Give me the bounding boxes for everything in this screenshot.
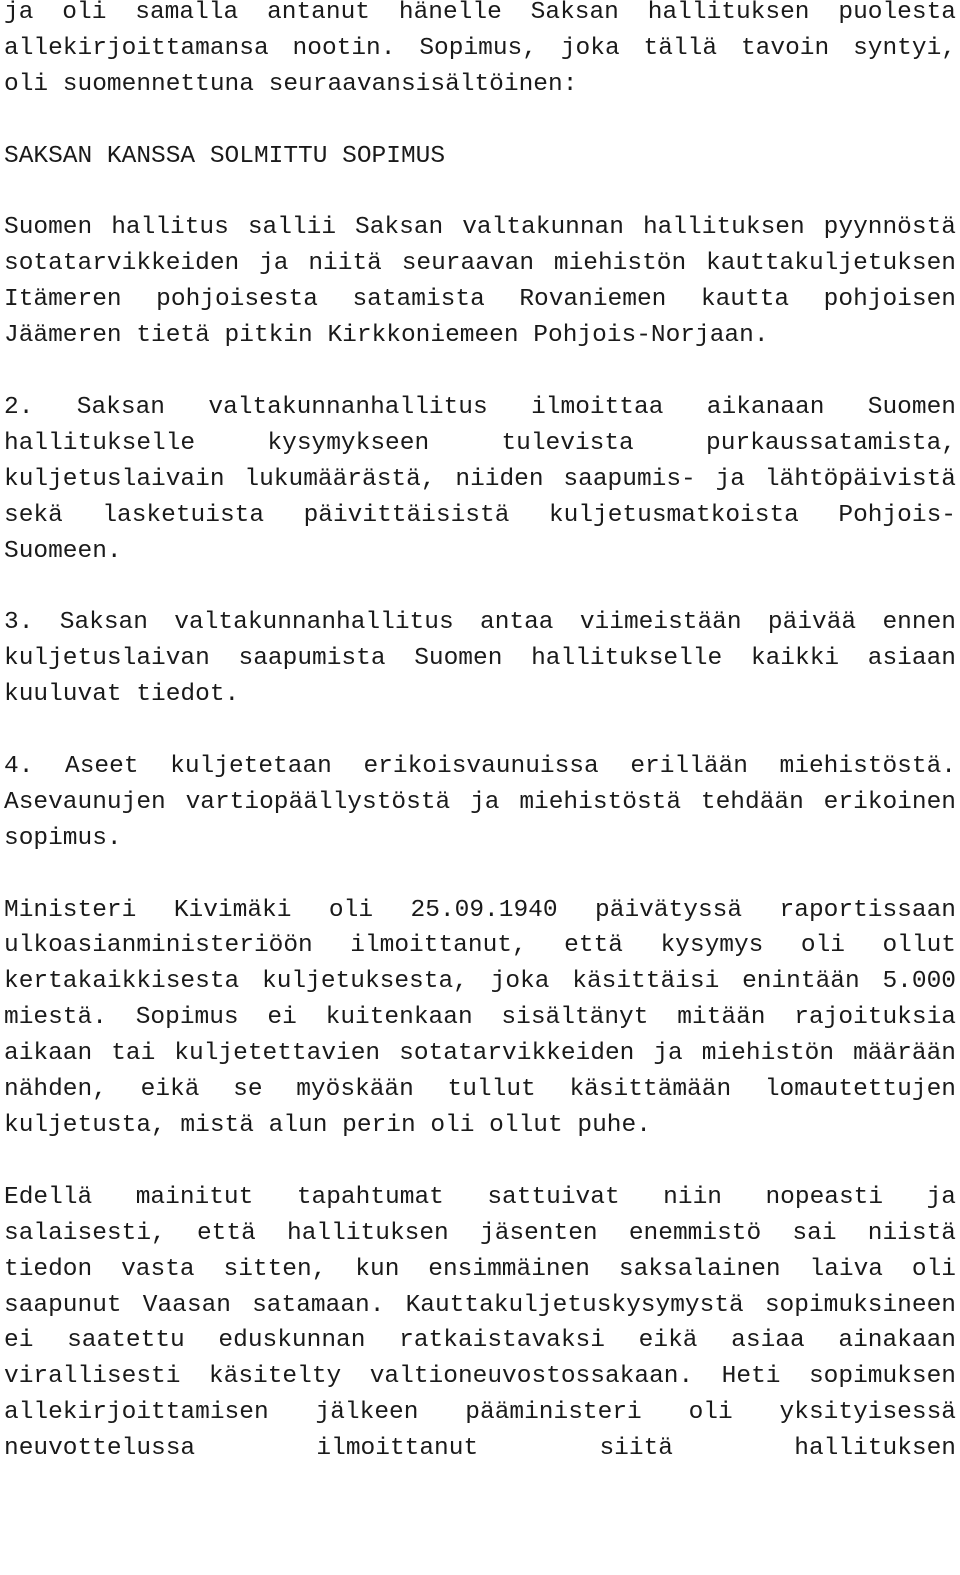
agreement-heading: SAKSAN KANSSA SOLMITTU SOPIMUS xyxy=(4,142,446,170)
clause-3-paragraph: 3. Saksan valtakunnanhallitus antaa viimeistään päivää ennen kuljetuslaivan saapumista Suomen hallitukselle kaikki asiaan kuuluvat tiedot. xyxy=(4,609,956,709)
clause-2-paragraph: 2. Saksan valtakunnanhallitus ilmoittaa aikanaan Suomen hallitukselle kysymykseen tulevista purkaussatamista, kuljetuslaivain lukumäärästä, niiden saapumis- ja lähtöpäivistä sekä lasketuista päivittäisistä kuljetusmatkoista Pohjois-Suomeen. xyxy=(4,393,956,565)
intro-paragraph: ja oli samalla antanut hänelle Saksan hallituksen puolesta allekirjoittamansa nootin. Sopimus, joka tällä tavoin syntyi, oli suomennettuna seuraavansisältöinen: xyxy=(4,0,956,98)
final-paragraph: Edellä mainitut tapahtumat sattuivat niin nopeasti ja salaisesti, että hallituksen jäsenten enemmistö sai niistä tiedon vasta sitten, kun ensimmäinen saksalainen laiva oli saapunut Vaasan satamaan. Kauttakuljetuskysymystä sopimuksineen ei saatettu eduskunnan ratkaistavaksi eikä asiaa ainakaan virallisesti käsitelty valtioneuvostossakaan. Heti sopimuksen allekirjoittamisen jälkeen pääministeri oli yksityisessä neuvottelussa ilmoittanut siitä hallituksen xyxy=(4,1183,956,1463)
clause-1-paragraph: Suomen hallitus sallii Saksan valtakunnan hallituksen pyynnöstä sotatarvikkeiden ja niitä seuraavan miehistön kauttakuljetuksen Itämeren pohjoisesta satamista Rovaniemen kautta pohjoisen Jäämeren tietä pitkin Kirkkoniemeen Pohjois-Norjaan. xyxy=(4,214,956,350)
document-page xyxy=(4,0,956,1467)
kivimaki-report-paragraph: Ministeri Kivimäki oli 25.09.1940 päivätyssä raportissaan ulkoasianministeriöön ilmoittanut, että kysymys oli ollut kertakaikkisesta kuljetuksesta, joka käsittäisi enintään 5.000 miestä. Sopimus ei kuitenkaan sisältänyt mitään rajoituksia aikaan tai kuljetettavien sotatarvikkeiden ja miehistön määrään nähden, eikä se myöskään tullut käsittämään lomautettujen kuljetusta, mistä alun perin oli ollut puhe. xyxy=(4,896,956,1139)
clause-4-paragraph: 4. Aseet kuljetetaan erikoisvaunuissa erillään miehistöstä. Asevaunujen vartiopäällystöstä ja miehistöstä tehdään erikoinen sopimus. xyxy=(4,752,956,852)
